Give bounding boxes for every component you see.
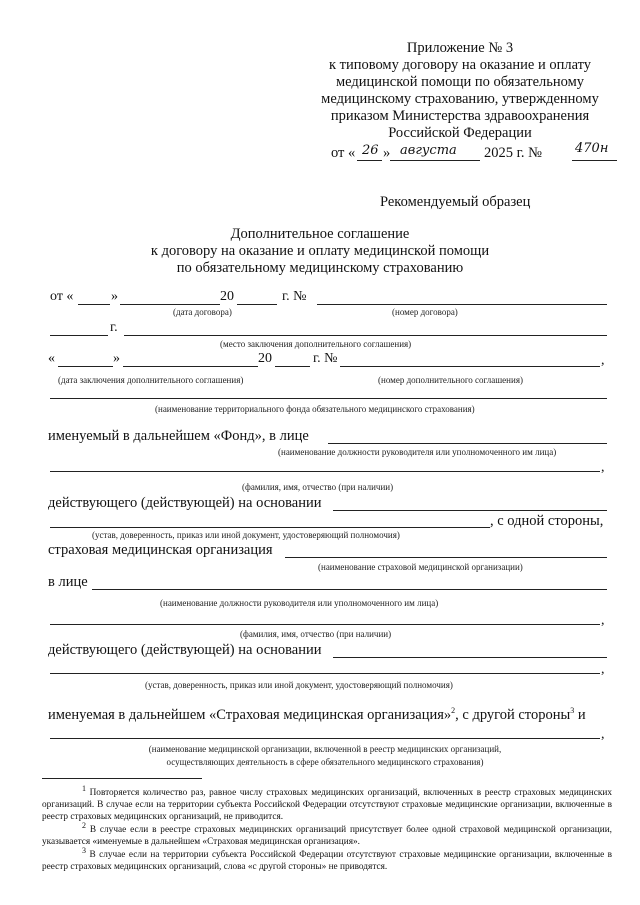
smo-basis-comma: , bbox=[601, 662, 605, 677]
order-month-line bbox=[390, 160, 480, 161]
footnote-3-text: В случае если на территории субъекта Российской Федерации отсутствуют страховые медицинские организации, включенные в реестр страховых медицинских организаций, слова «с другой стороны» не приводятся. bbox=[42, 850, 613, 872]
caption-position2: (наименование должности руководителя или уполномоченного им лица) bbox=[160, 598, 439, 608]
document-title: Дополнительное соглашение bbox=[230, 226, 410, 242]
order-month-handwritten: августа bbox=[400, 143, 457, 158]
agreement-comma: , bbox=[601, 353, 605, 368]
place-field[interactable] bbox=[124, 335, 607, 336]
caption-contract-number: (номер договора) bbox=[392, 307, 458, 317]
appendix-line: медицинскому страхованию, утвержденному bbox=[321, 91, 599, 107]
smo-text: страховая медицинская организация bbox=[48, 542, 273, 558]
agreement-day-field[interactable] bbox=[58, 366, 113, 367]
order-year-number: 2025 г. № bbox=[484, 145, 543, 161]
footnote-1-mark: 1 bbox=[82, 784, 86, 793]
agreement-year-20: 20 bbox=[258, 351, 272, 366]
named-smo-part-a: именуемая в дальнейшем «Страховая медицинская организация» bbox=[48, 706, 452, 723]
contract-date-quote: » bbox=[111, 289, 118, 304]
caption-place: (место заключения дополнительного соглашения) bbox=[220, 339, 412, 349]
caption-fio: (фамилия, имя, отчество (при наличии) bbox=[242, 482, 394, 492]
contract-year-20: 20 bbox=[220, 289, 234, 304]
order-number-handwritten: 470н bbox=[575, 141, 609, 156]
contract-year-field[interactable] bbox=[237, 304, 277, 305]
fund-basis-field[interactable] bbox=[333, 510, 607, 511]
caption-doc2: (устав, доверенность, приказ или иной документ, удостоверяющий полномочия) bbox=[145, 680, 453, 690]
contract-number-label: г. № bbox=[282, 289, 307, 304]
caption-agreement-date: (дата заключения дополнительного соглашения) bbox=[58, 375, 244, 385]
contract-date-prefix: от « bbox=[50, 289, 74, 304]
caption-doc: (устав, доверенность, приказ или иной документ, удостоверяющий полномочия) bbox=[92, 530, 400, 540]
order-day-line bbox=[357, 160, 382, 161]
named-smo-part-b: , с другой стороны bbox=[455, 706, 571, 723]
appendix-line: медицинской помощи по обязательному bbox=[335, 74, 585, 90]
footnote-2-text: В случае если в реестре страховых медицинских организаций присутствует более одной страховой медицинской организации, указывается «именуемые в дальнейшем «Страховая медицинская организация». bbox=[42, 825, 612, 847]
footnote-separator bbox=[42, 778, 202, 779]
footnote-3-mark: 3 bbox=[82, 846, 86, 855]
fund-basis-field-cont[interactable] bbox=[50, 527, 490, 528]
fund-acting-basis: действующего (действующей) на основании bbox=[48, 495, 322, 511]
fund-position-field[interactable] bbox=[328, 443, 607, 444]
smo-position-field[interactable] bbox=[92, 589, 607, 590]
order-date-quote: » bbox=[383, 145, 391, 161]
appendix-line: приказом Министерства здравоохранения bbox=[330, 108, 590, 124]
order-date-prefix: от « bbox=[331, 145, 356, 161]
appendix-line: к типовому договору на оказание и оплату bbox=[328, 57, 592, 73]
contract-number-field[interactable] bbox=[317, 304, 607, 305]
appendix-title: Приложение № 3 bbox=[406, 40, 514, 56]
caption-medical-org-2: осуществляющих деятельность в сфере обязательного медицинского страхования) bbox=[166, 757, 484, 767]
smo-acting-basis: действующего (действующей) на основании bbox=[48, 642, 322, 658]
smo-in-person: в лице bbox=[48, 574, 88, 590]
smo-fio-field[interactable] bbox=[50, 624, 600, 625]
place-city-field[interactable] bbox=[50, 335, 108, 336]
named-smo-part-c: и bbox=[574, 706, 586, 723]
caption-position: (наименование должности руководителя или уполномоченного им лица) bbox=[278, 447, 557, 457]
one-side-text: , с одной стороны, bbox=[490, 513, 604, 529]
place-g: г. bbox=[110, 320, 118, 335]
agreement-close-quote: » bbox=[113, 351, 120, 366]
footnote-1 bbox=[42, 783, 612, 823]
agreement-open-quote: « bbox=[48, 351, 55, 366]
agreement-year-field[interactable] bbox=[275, 366, 310, 367]
footnote-ref-2: 2 bbox=[451, 706, 456, 715]
document-title-line2: к договору на оказание и оплату медицинской помощи bbox=[150, 243, 490, 259]
footnote-3 bbox=[42, 845, 612, 874]
caption-agreement-number: (номер дополнительного соглашения) bbox=[378, 375, 523, 385]
document-title-line3: по обязательному медицинскому страхованию bbox=[176, 260, 464, 276]
named-smo-text bbox=[48, 706, 586, 724]
medical-org-field[interactable] bbox=[50, 738, 600, 739]
footnote-ref-3: 3 bbox=[570, 706, 575, 715]
smo-name-field[interactable] bbox=[285, 557, 607, 558]
fund-person-text: именуемый в дальнейшем «Фонд», в лице bbox=[48, 428, 309, 444]
caption-contract-date: (дата договора) bbox=[173, 307, 232, 317]
order-number-line bbox=[572, 160, 617, 161]
caption-fio2: (фамилия, имя, отчество (при наличии) bbox=[240, 629, 392, 639]
agreement-number-label: г. № bbox=[313, 351, 338, 366]
fund-name-field[interactable] bbox=[50, 398, 607, 399]
recommended-sample: Рекомендуемый образец bbox=[380, 194, 531, 210]
fund-fio-field[interactable] bbox=[50, 471, 600, 472]
medical-org-comma: , bbox=[601, 727, 605, 742]
contract-day-field[interactable] bbox=[78, 304, 110, 305]
agreement-number-field[interactable] bbox=[340, 366, 600, 367]
smo-basis-field[interactable] bbox=[333, 657, 607, 658]
appendix-line: Российской Федерации bbox=[388, 125, 532, 141]
smo-fio-comma: , bbox=[601, 613, 605, 628]
footnote-2-mark: 2 bbox=[82, 821, 86, 830]
caption-smo: (наименование страховой медицинской организации) bbox=[318, 562, 523, 572]
agreement-month-field[interactable] bbox=[123, 366, 258, 367]
fund-fio-comma: , bbox=[601, 460, 605, 475]
order-day-handwritten: 26 bbox=[362, 143, 379, 158]
contract-month-field[interactable] bbox=[120, 304, 220, 305]
footnote-1-text: Повторяется количество раз, равное числу страховых медицинских организаций, включенных в реестр страховых медицинских организаций. В случае если на территории субъекта Российской Федерации отсутствуют страховые медицинские организации, включенные в реестр страховых медицинских организаций, не приводится. bbox=[42, 788, 612, 822]
caption-fund: (наименование территориального фонда обязательного медицинского страхования) bbox=[155, 404, 475, 414]
caption-medical-org-1: (наименование медицинской организации, включенной в реестр медицинских организаций, bbox=[148, 744, 502, 754]
smo-basis-field-cont[interactable] bbox=[50, 673, 600, 674]
